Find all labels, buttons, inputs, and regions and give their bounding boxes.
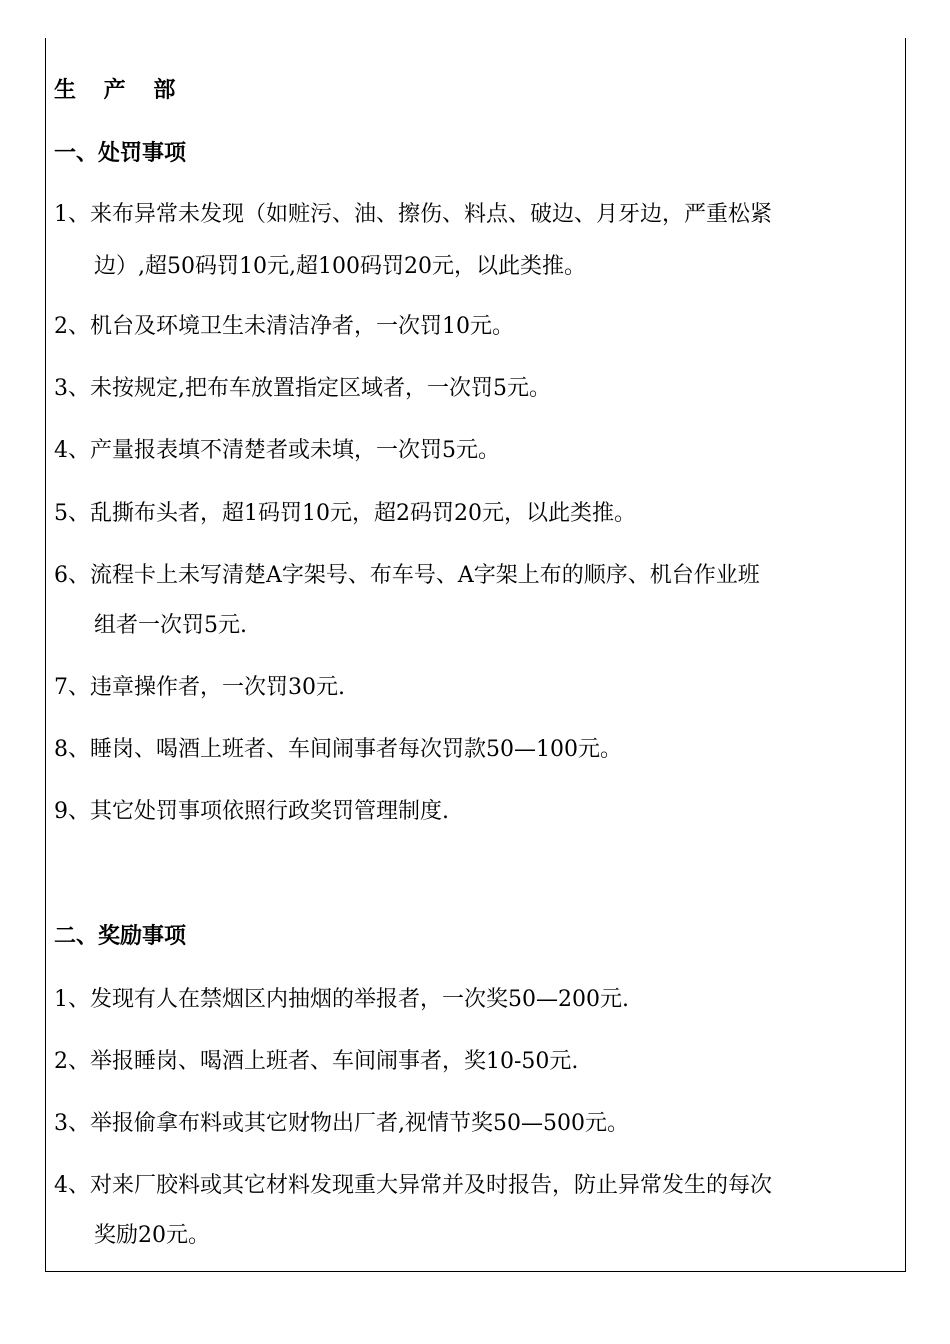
- rewards-heading: 二、奖励事项: [54, 924, 187, 949]
- penalty-item-7: 7、违章操作者，一次罚30元.: [54, 675, 345, 700]
- department-title: 生 产 部: [54, 78, 186, 103]
- penalty-item-1: 1、来布异常未发现（如赃污、油、擦伤、料点、破边、月牙边，严重松紧: [54, 202, 772, 227]
- reward-item-4: 4、对来厂胶料或其它材料发现重大异常并及时报告，防止异常发生的每次: [54, 1173, 772, 1198]
- penalty-item-4: 4、产量报表填不清楚者或未填，一次罚5元。: [54, 438, 500, 463]
- penalties-heading: 一、处罚事项: [54, 141, 187, 166]
- reward-item-1: 1、发现有人在禁烟区内抽烟的举报者，一次奖50—200元.: [54, 987, 629, 1012]
- penalty-item-9: 9、其它处罚事项依照行政奖罚管理制度.: [54, 799, 449, 824]
- penalty-item-5: 5、乱撕布头者，超1码罚10元，超2码罚20元，以此类推。: [54, 501, 636, 526]
- penalty-item-1-continued: 边）,超50码罚10元,超100码罚20元，以此类推。: [94, 254, 586, 279]
- penalty-item-3: 3、未按规定,把布车放置指定区域者，一次罚5元。: [54, 376, 551, 401]
- reward-item-2: 2、举报睡岗、喝酒上班者、车间闹事者，奖10-50元.: [54, 1049, 579, 1074]
- penalty-item-8: 8、睡岗、喝酒上班者、车间闹事者每次罚款50—100元。: [54, 737, 622, 762]
- penalty-item-2: 2、机台及环境卫生未清洁净者，一次罚10元。: [54, 314, 514, 339]
- penalty-item-6-continued: 组者一次罚5元.: [94, 613, 247, 638]
- reward-item-3: 3、举报偷拿布料或其它财物出厂者,视情节奖50—500元。: [54, 1111, 629, 1136]
- penalty-item-6: 6、流程卡上未写清楚A字架号、布车号、A字架上布的顺序、机台作业班: [54, 563, 760, 588]
- reward-item-4-continued: 奖励20元。: [94, 1223, 210, 1248]
